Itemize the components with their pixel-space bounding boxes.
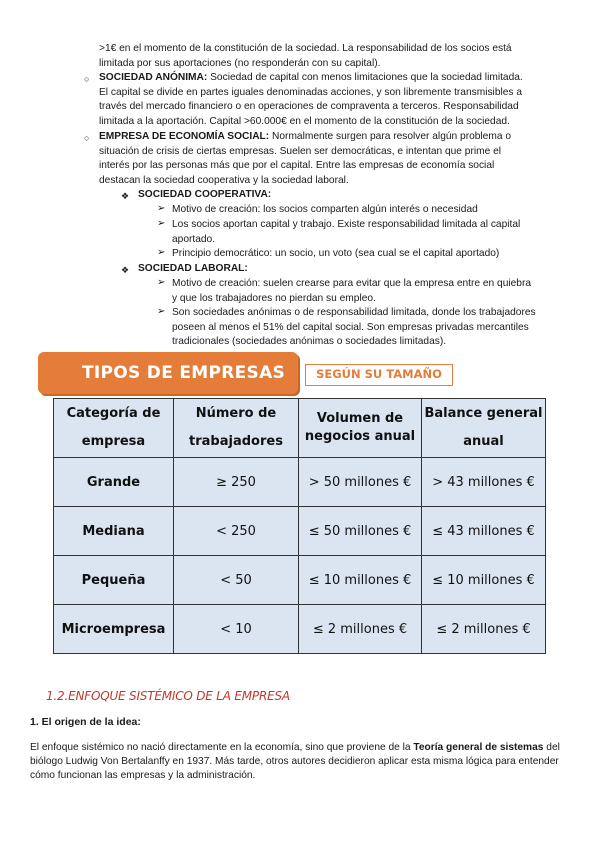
coop-item: Los socios aportan capital y trabajo. Existe responsabilidad limitada al capital aportado. — [172, 219, 521, 245]
laboral-item: Motivo de creación: suelen crearse para evitar que la empresa entre en quiebra y que los trabajadores no pierdan su empleo. — [172, 278, 532, 304]
section-title: 1.2.ENFOQUE SISTÉMICO DE LA EMPRESA — [46, 689, 290, 703]
cell-turnover: ≤ 2 millones € — [299, 605, 422, 654]
header-category: Categoría de empresa — [54, 399, 174, 458]
coop-label: SOCIEDAD COOPERATIVA: — [138, 189, 272, 200]
cell-category: Grande — [54, 458, 174, 507]
table-header-row — [54, 399, 546, 458]
cell-category: Microempresa — [54, 605, 174, 654]
cell-balance: ≤ 10 millones € — [422, 556, 546, 605]
es-label: EMPRESA DE ECONOMÍA SOCIAL: — [99, 131, 270, 142]
header-turnover: Volumen de negocios anual — [299, 399, 422, 458]
intro-text: >1€ en el momento de la constitución de la sociedad. La responsabilidad de los socios está limitada por sus aportaciones (no responderán con su capital). — [99, 43, 512, 69]
coop-item: Principio democrático: un socio, un voto (sea cual se el capital aportado) — [172, 248, 500, 259]
arrow-bullet-icon: ➢ — [157, 247, 166, 258]
diamond-bullet-icon: ❖ — [121, 265, 130, 275]
laboral-item: Son sociedades anónimas o de responsabilidad limitada, donde los trabajadores poseen al menos el 51% del capital social. Son empresas privadas mercantiles tradicionales (sociedades anónimas o sociedades limitadas). — [172, 307, 536, 348]
cell-workers: < 50 — [174, 556, 299, 605]
circle-bullet-icon: ○ — [84, 74, 90, 84]
cell-category: Mediana — [54, 507, 174, 556]
section-paragraph: El enfoque sistémico no nació directamente en la economía, sino que proviene de la Teoría general de sistemas del biólogo Ludwig Von Bertalanffy en 1937. Más tarde, otros autores decidieron aplicar esta misma lógica para entender cómo funcionan las empresas y la administración. — [30, 742, 560, 781]
sociedad-anonima-block: SOCIEDAD ANÓNIMA: Sociedad de capital con menos limitaciones que la sociedad limitada. El capital se divide en partes iguales denominadas acciones, y son libremente transmisibles a través del mercado financiero o en operaciones de compraventa a terceros. Responsabilidad limitada a la aportación. Capital >60.000€ en el momento de la constitución de la sociedad. — [99, 72, 523, 127]
cell-turnover: ≤ 10 millones € — [299, 556, 422, 605]
table-row — [54, 507, 546, 556]
sa-label: SOCIEDAD ANÓNIMA: — [99, 72, 208, 83]
banner-subtitle: SEGÚN SU TAMAÑO — [316, 367, 442, 381]
cell-workers: < 250 — [174, 507, 299, 556]
arrow-bullet-icon: ➢ — [157, 277, 166, 288]
company-size-table — [53, 398, 546, 654]
arrow-bullet-icon: ➢ — [157, 203, 166, 214]
subtitle-box — [305, 364, 453, 386]
arrow-bullet-icon: ➢ — [157, 218, 166, 229]
banner-title: TIPOS DE EMPRESAS — [82, 363, 286, 383]
cell-workers: < 10 — [174, 605, 299, 654]
table-row — [54, 556, 546, 605]
cell-category: Pequeña — [54, 556, 174, 605]
cell-turnover: > 50 millones € — [299, 458, 422, 507]
header-balance: Balance general anual — [422, 399, 546, 458]
table-row — [54, 458, 546, 507]
cell-turnover: ≤ 50 millones € — [299, 507, 422, 556]
laboral-label: SOCIEDAD LABORAL: — [138, 263, 248, 274]
economia-social-block: EMPRESA DE ECONOMÍA SOCIAL: Normalmente surgen para resolver algún problema o situación de crisis de ciertas empresas. Suelen ser democráticas, e intentan que prime el interés por las personas más que por el capital. Entre las empresas de economía social destacan la sociedad cooperativa y la sociedad laboral. — [99, 131, 511, 186]
circle-bullet-icon: ○ — [84, 133, 90, 143]
diamond-bullet-icon: ❖ — [121, 191, 130, 201]
cell-balance: > 43 millones € — [422, 458, 546, 507]
table-row — [54, 605, 546, 654]
coop-item: Motivo de creación: los socios comparten algún interés o necesidad — [172, 204, 478, 215]
cell-balance: ≤ 43 millones € — [422, 507, 546, 556]
cell-balance: ≤ 2 millones € — [422, 605, 546, 654]
arrow-bullet-icon: ➢ — [157, 306, 166, 317]
header-workers: Número de trabajadores — [174, 399, 299, 458]
subsection-heading: 1. El origen de la idea: — [30, 716, 141, 728]
cell-workers: ≥ 250 — [174, 458, 299, 507]
